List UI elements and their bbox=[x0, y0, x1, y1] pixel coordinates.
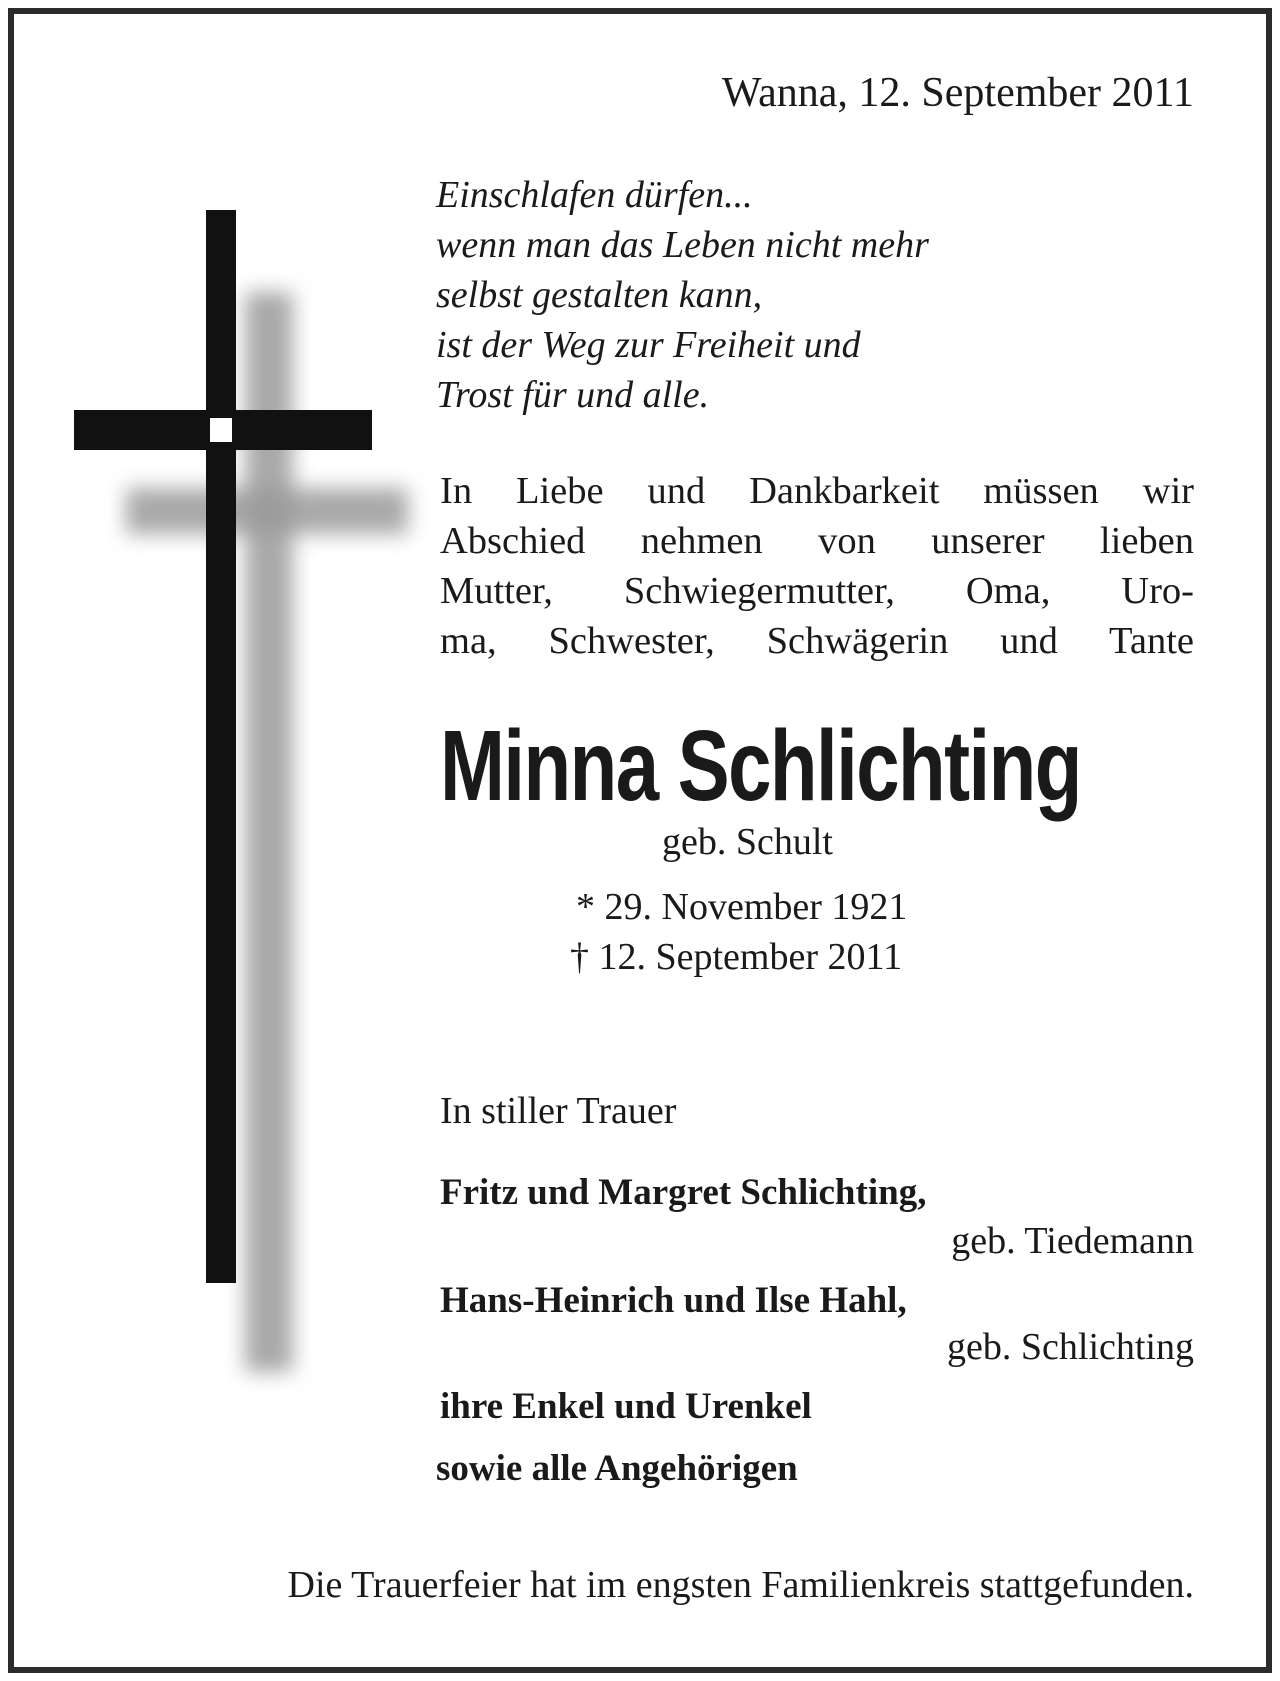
intro-line: Mutter, Schwiegermutter, Oma, Uro- bbox=[440, 570, 1194, 612]
mourner-relatives: sowie alle Angehörigen bbox=[436, 1448, 798, 1489]
poem bbox=[436, 170, 929, 420]
intro-line: Abschied nehmen von unserer lieben bbox=[440, 520, 1194, 562]
cross-shadow-horizontal bbox=[126, 488, 408, 534]
intro-line: ma, Schwester, Schwägerin und Tante bbox=[440, 620, 1194, 662]
cross-shadow-vertical bbox=[245, 292, 293, 1372]
poem-line: wenn man das Leben nicht mehr bbox=[436, 224, 929, 266]
death-date: † 12. September 2011 bbox=[570, 936, 903, 978]
birth-date: * 29. November 1921 bbox=[576, 886, 908, 928]
mourner-family-2-birth-name: geb. Schlichting bbox=[947, 1326, 1194, 1368]
mourner-family-2: Hans-Heinrich und Ilse Hahl, bbox=[440, 1280, 907, 1321]
deceased-name: Minna Schlichting bbox=[440, 710, 1081, 822]
cross-vertical-bar bbox=[206, 210, 236, 1283]
funeral-note: Die Trauerfeier hat im engsten Familienkreis stattgefunden. bbox=[287, 1564, 1194, 1606]
birth-name: geb. Schult bbox=[662, 821, 833, 863]
mourning-phrase: In stiller Trauer bbox=[440, 1090, 677, 1132]
poem-line: selbst gestalten kann, bbox=[436, 274, 763, 316]
place-date: Wanna, 12. September 2011 bbox=[721, 70, 1194, 116]
poem-line: Einschlafen dürfen... bbox=[436, 174, 753, 216]
mourner-grandchildren: ihre Enkel und Urenkel bbox=[440, 1386, 812, 1427]
poem-line: ist der Weg zur Freiheit und bbox=[436, 324, 861, 366]
intro-line: In Liebe und Dankbarkeit müssen wir bbox=[440, 470, 1194, 512]
intro-text bbox=[440, 466, 1194, 666]
mourner-family-1: Fritz und Margret Schlichting, bbox=[440, 1172, 927, 1213]
cross-center-square bbox=[210, 418, 232, 442]
mourner-family-1-birth-name: geb. Tiedemann bbox=[951, 1220, 1194, 1262]
poem-line: Trost für und alle. bbox=[436, 374, 710, 416]
